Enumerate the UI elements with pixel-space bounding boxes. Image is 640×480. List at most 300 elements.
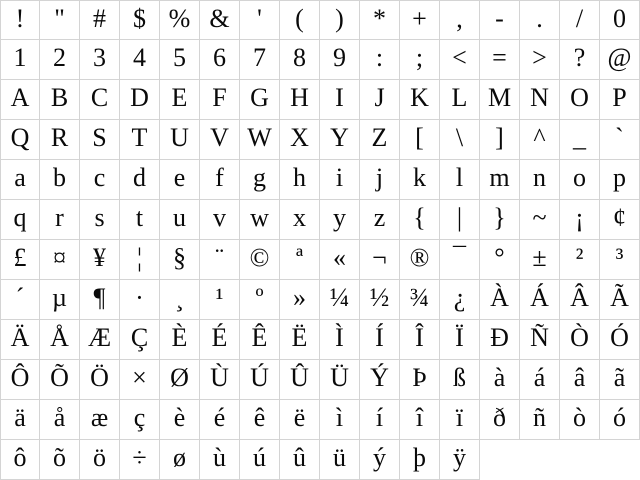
- glyph-cell[interactable]: [40, 80, 80, 120]
- glyph-cell[interactable]: [120, 160, 160, 200]
- glyph-character: Ð: [490, 323, 509, 353]
- glyph-character: ²: [575, 243, 584, 273]
- glyph-cell[interactable]: [80, 440, 120, 480]
- glyph-character: á: [533, 363, 546, 393]
- glyph-cell[interactable]: [600, 40, 640, 80]
- glyph-cell[interactable]: [200, 160, 240, 200]
- glyph-cell[interactable]: [440, 80, 480, 120]
- glyph-character: A: [10, 83, 30, 113]
- glyph-cell[interactable]: [400, 320, 440, 360]
- glyph-character: E: [171, 83, 188, 113]
- glyph-character: Æ: [87, 323, 112, 353]
- glyph-character: p: [613, 163, 626, 193]
- glyph-cell[interactable]: [440, 280, 480, 320]
- glyph-cell[interactable]: [120, 360, 160, 400]
- glyph-character: R: [50, 123, 69, 153]
- glyph-cell[interactable]: [480, 320, 520, 360]
- glyph-character: 8: [293, 43, 306, 73]
- glyph-character: ¾: [409, 283, 430, 313]
- glyph-cell[interactable]: [400, 200, 440, 240]
- glyph-character: ¦: [136, 243, 143, 273]
- glyph-character: ": [54, 3, 65, 33]
- glyph-cell[interactable]: [440, 360, 480, 400]
- glyph-cell[interactable]: [120, 400, 160, 440]
- glyph-character: ½: [369, 283, 390, 313]
- glyph-cell[interactable]: [160, 200, 200, 240]
- glyph-character: O: [570, 83, 589, 113]
- glyph-character: !: [15, 3, 25, 33]
- glyph-cell[interactable]: [80, 200, 120, 240]
- glyph-character: (: [295, 3, 304, 33]
- glyph-cell[interactable]: [600, 80, 640, 120]
- glyph-cell[interactable]: [120, 240, 160, 280]
- glyph-character: 2: [53, 43, 66, 73]
- glyph-character: S: [92, 123, 107, 153]
- glyph-character: Õ: [50, 363, 69, 393]
- glyph-character: ¶: [93, 283, 106, 313]
- glyph-cell[interactable]: [400, 120, 440, 160]
- glyph-character: ¤: [53, 243, 66, 273]
- glyph-character: ï: [455, 403, 464, 433]
- glyph-character: ê: [253, 403, 266, 433]
- glyph-cell[interactable]: [240, 320, 280, 360]
- glyph-character: É: [211, 323, 228, 353]
- glyph-character: g: [253, 163, 266, 193]
- glyph-cell[interactable]: [520, 400, 560, 440]
- glyph-cell[interactable]: [120, 440, 160, 480]
- glyph-cell[interactable]: [440, 440, 480, 480]
- glyph-cell[interactable]: [520, 160, 560, 200]
- glyph-cell[interactable]: [440, 0, 480, 40]
- glyph-cell[interactable]: [280, 120, 320, 160]
- glyph-character: K: [410, 83, 429, 113]
- glyph-cell[interactable]: [240, 400, 280, 440]
- glyph-character: ]: [495, 123, 504, 153]
- glyph-cell[interactable]: [0, 280, 40, 320]
- glyph-character: =: [492, 43, 507, 73]
- glyph-character: â: [573, 363, 586, 393]
- glyph-cell[interactable]: [400, 400, 440, 440]
- glyph-cell[interactable]: [560, 200, 600, 240]
- glyph-character: _: [573, 123, 586, 153]
- glyph-character: \: [455, 123, 464, 153]
- glyph-cell[interactable]: [280, 80, 320, 120]
- glyph-cell[interactable]: [160, 40, 200, 80]
- glyph-character: 4: [133, 43, 146, 73]
- glyph-cell[interactable]: [280, 400, 320, 440]
- glyph-cell[interactable]: [80, 400, 120, 440]
- glyph-cell[interactable]: [280, 320, 320, 360]
- glyph-cell[interactable]: [120, 40, 160, 80]
- glyph-cell[interactable]: [320, 40, 360, 80]
- glyph-cell[interactable]: [120, 0, 160, 40]
- glyph-cell[interactable]: [520, 240, 560, 280]
- glyph-cell[interactable]: [40, 40, 80, 80]
- glyph-cell[interactable]: [80, 320, 120, 360]
- glyph-cell[interactable]: [80, 40, 120, 80]
- glyph-cell[interactable]: [280, 360, 320, 400]
- glyph-cell[interactable]: [320, 120, 360, 160]
- glyph-cell[interactable]: [240, 240, 280, 280]
- glyph-character: Þ: [412, 363, 427, 393]
- glyph-cell[interactable]: [0, 200, 40, 240]
- glyph-character: +: [412, 3, 427, 33]
- glyph-cell[interactable]: [280, 240, 320, 280]
- glyph-cell[interactable]: [600, 240, 640, 280]
- glyph-character: m: [489, 163, 510, 193]
- glyph-character: f: [215, 163, 224, 193]
- glyph-cell[interactable]: [40, 280, 80, 320]
- glyph-cell[interactable]: [400, 160, 440, 200]
- glyph-cell[interactable]: [400, 240, 440, 280]
- glyph-character: 0: [613, 3, 626, 33]
- glyph-cell[interactable]: [360, 400, 400, 440]
- glyph-cell[interactable]: [200, 200, 240, 240]
- glyph-cell[interactable]: [40, 400, 80, 440]
- glyph-character: ç: [133, 403, 146, 433]
- glyph-character: y: [333, 203, 346, 233]
- glyph-cell[interactable]: [200, 400, 240, 440]
- glyph-cell[interactable]: [280, 0, 320, 40]
- glyph-character: r: [55, 203, 64, 233]
- glyph-cell[interactable]: [480, 240, 520, 280]
- glyph-cell[interactable]: [240, 200, 280, 240]
- glyph-character: ): [335, 3, 344, 33]
- glyph-character: Â: [570, 283, 589, 313]
- glyph-cell[interactable]: [0, 440, 40, 480]
- glyph-character: À: [490, 283, 509, 313]
- glyph-character: Ê: [251, 323, 268, 353]
- empty-cell: [520, 440, 560, 480]
- glyph-cell[interactable]: [360, 80, 400, 120]
- glyph-cell[interactable]: [0, 80, 40, 120]
- glyph-character: v: [213, 203, 226, 233]
- glyph-cell[interactable]: [600, 400, 640, 440]
- glyph-character: ú: [253, 443, 266, 473]
- glyph-character: ã: [613, 363, 626, 393]
- glyph-character: ¼: [329, 283, 350, 313]
- glyph-cell[interactable]: [0, 40, 40, 80]
- glyph-cell[interactable]: [40, 440, 80, 480]
- glyph-cell[interactable]: [280, 40, 320, 80]
- glyph-character: $: [133, 3, 146, 33]
- glyph-cell[interactable]: [440, 40, 480, 80]
- glyph-cell[interactable]: [520, 80, 560, 120]
- glyph-cell[interactable]: [440, 160, 480, 200]
- glyph-character: .: [536, 3, 543, 33]
- glyph-cell[interactable]: [560, 240, 600, 280]
- glyph-cell[interactable]: [280, 200, 320, 240]
- glyph-character: 7: [253, 43, 266, 73]
- glyph-character: 9: [333, 43, 346, 73]
- glyph-cell[interactable]: [0, 160, 40, 200]
- glyph-cell[interactable]: [240, 40, 280, 80]
- glyph-cell[interactable]: [600, 360, 640, 400]
- glyph-cell[interactable]: [120, 200, 160, 240]
- glyph-cell[interactable]: [560, 360, 600, 400]
- glyph-character: C: [90, 83, 109, 113]
- glyph-cell[interactable]: [480, 40, 520, 80]
- glyph-character: È: [171, 323, 188, 353]
- glyph-cell[interactable]: [240, 0, 280, 40]
- glyph-cell[interactable]: [80, 160, 120, 200]
- glyph-cell[interactable]: [560, 160, 600, 200]
- glyph-character: å: [53, 403, 66, 433]
- glyph-cell[interactable]: [360, 280, 400, 320]
- glyph-cell[interactable]: [160, 80, 200, 120]
- glyph-cell[interactable]: [240, 120, 280, 160]
- glyph-cell[interactable]: [480, 360, 520, 400]
- glyph-character: o: [573, 163, 586, 193]
- glyph-cell[interactable]: [0, 0, 40, 40]
- glyph-character: Ù: [210, 363, 229, 393]
- glyph-cell[interactable]: [320, 360, 360, 400]
- glyph-cell[interactable]: [560, 40, 600, 80]
- glyph-character: q: [13, 203, 27, 233]
- glyph-cell[interactable]: [120, 80, 160, 120]
- glyph-cell[interactable]: [560, 280, 600, 320]
- glyph-character: ¨: [215, 243, 224, 273]
- glyph-character: 5: [173, 43, 186, 73]
- glyph-cell[interactable]: [560, 120, 600, 160]
- glyph-cell[interactable]: [360, 120, 400, 160]
- glyph-cell[interactable]: [320, 440, 360, 480]
- glyph-cell[interactable]: [160, 160, 200, 200]
- glyph-cell[interactable]: [120, 320, 160, 360]
- glyph-character: ò: [573, 403, 586, 433]
- glyph-cell[interactable]: [160, 440, 200, 480]
- glyph-cell[interactable]: [480, 80, 520, 120]
- glyph-cell[interactable]: [280, 160, 320, 200]
- glyph-cell[interactable]: [320, 0, 360, 40]
- glyph-character: Ó: [610, 323, 629, 353]
- glyph-cell[interactable]: [520, 280, 560, 320]
- glyph-cell[interactable]: [40, 240, 80, 280]
- glyph-cell[interactable]: [360, 320, 400, 360]
- glyph-cell[interactable]: [160, 400, 200, 440]
- glyph-cell[interactable]: [360, 360, 400, 400]
- glyph-character: ó: [613, 403, 626, 433]
- glyph-cell[interactable]: [520, 320, 560, 360]
- glyph-cell[interactable]: [480, 120, 520, 160]
- glyph-character: Ï: [455, 323, 464, 353]
- glyph-cell[interactable]: [40, 0, 80, 40]
- glyph-cell[interactable]: [440, 320, 480, 360]
- glyph-character: ñ: [533, 403, 546, 433]
- glyph-cell[interactable]: [480, 0, 520, 40]
- glyph-cell[interactable]: [560, 0, 600, 40]
- glyph-character: *: [373, 3, 386, 33]
- glyph-cell[interactable]: [80, 280, 120, 320]
- glyph-cell[interactable]: [440, 240, 480, 280]
- glyph-cell[interactable]: [320, 280, 360, 320]
- glyph-cell[interactable]: [160, 0, 200, 40]
- glyph-character: æ: [90, 403, 109, 433]
- glyph-character: Ç: [130, 323, 149, 353]
- glyph-cell[interactable]: [240, 80, 280, 120]
- glyph-cell[interactable]: [240, 360, 280, 400]
- glyph-cell[interactable]: [400, 0, 440, 40]
- glyph-cell[interactable]: [40, 120, 80, 160]
- glyph-character: ý: [373, 443, 386, 473]
- glyph-cell[interactable]: [440, 200, 480, 240]
- glyph-character: h: [293, 163, 306, 193]
- glyph-character: Ö: [90, 363, 109, 393]
- glyph-character: ¸: [175, 283, 184, 313]
- glyph-character: ª: [295, 243, 304, 273]
- glyph-cell[interactable]: [0, 400, 40, 440]
- glyph-cell[interactable]: [400, 280, 440, 320]
- glyph-cell[interactable]: [400, 360, 440, 400]
- glyph-cell[interactable]: [200, 320, 240, 360]
- glyph-cell[interactable]: [600, 0, 640, 40]
- glyph-character: ¬: [372, 243, 387, 273]
- glyph-cell[interactable]: [160, 240, 200, 280]
- glyph-character: ä: [14, 403, 26, 433]
- glyph-character: ß: [453, 363, 466, 393]
- glyph-character: `: [615, 123, 624, 153]
- glyph-character: n: [533, 163, 546, 193]
- glyph-character: Ý: [370, 363, 389, 393]
- glyph-cell[interactable]: [40, 320, 80, 360]
- glyph-cell[interactable]: [480, 160, 520, 200]
- glyph-character: z: [373, 203, 386, 233]
- glyph-cell[interactable]: [520, 360, 560, 400]
- glyph-character: D: [130, 83, 149, 113]
- glyph-cell[interactable]: [280, 440, 320, 480]
- glyph-cell[interactable]: [0, 360, 40, 400]
- glyph-cell[interactable]: [240, 160, 280, 200]
- glyph-character: ö: [93, 443, 106, 473]
- glyph-character: <: [452, 43, 467, 73]
- glyph-cell[interactable]: [160, 280, 200, 320]
- glyph-character: ³: [615, 243, 624, 273]
- glyph-cell[interactable]: [560, 80, 600, 120]
- glyph-cell[interactable]: [80, 360, 120, 400]
- glyph-cell[interactable]: [600, 120, 640, 160]
- glyph-character: Ò: [570, 323, 589, 353]
- glyph-character: Ô: [10, 363, 30, 393]
- glyph-cell[interactable]: [120, 280, 160, 320]
- glyph-cell[interactable]: [600, 320, 640, 360]
- glyph-cell[interactable]: [320, 240, 360, 280]
- glyph-cell[interactable]: [160, 320, 200, 360]
- glyph-cell[interactable]: [520, 40, 560, 80]
- glyph-cell[interactable]: [80, 80, 120, 120]
- glyph-cell[interactable]: [280, 280, 320, 320]
- glyph-cell[interactable]: [360, 440, 400, 480]
- glyph-character: Z: [371, 123, 388, 153]
- glyph-cell[interactable]: [0, 120, 40, 160]
- glyph-cell[interactable]: [360, 40, 400, 80]
- glyph-character: [: [415, 123, 424, 153]
- glyph-cell[interactable]: [600, 200, 640, 240]
- glyph-character: û: [293, 443, 306, 473]
- glyph-character: G: [250, 83, 269, 113]
- glyph-cell[interactable]: [200, 120, 240, 160]
- glyph-cell[interactable]: [520, 200, 560, 240]
- glyph-cell[interactable]: [200, 360, 240, 400]
- glyph-character: ,: [456, 3, 463, 33]
- glyph-cell[interactable]: [40, 360, 80, 400]
- glyph-cell[interactable]: [360, 0, 400, 40]
- glyph-cell[interactable]: [480, 400, 520, 440]
- glyph-cell[interactable]: [160, 360, 200, 400]
- glyph-cell[interactable]: [40, 200, 80, 240]
- glyph-cell[interactable]: [320, 320, 360, 360]
- glyph-cell[interactable]: [560, 320, 600, 360]
- glyph-character: ì: [335, 403, 344, 433]
- glyph-cell[interactable]: [600, 280, 640, 320]
- glyph-cell[interactable]: [520, 120, 560, 160]
- glyph-character: §: [173, 243, 186, 273]
- glyph-character: t: [135, 203, 144, 233]
- glyph-cell[interactable]: [80, 240, 120, 280]
- glyph-cell[interactable]: [240, 280, 280, 320]
- glyph-character: ¥: [93, 243, 106, 273]
- glyph-cell[interactable]: [320, 160, 360, 200]
- glyph-cell[interactable]: [160, 120, 200, 160]
- glyph-character: ?: [573, 43, 586, 73]
- glyph-character: µ: [52, 283, 67, 313]
- glyph-cell[interactable]: [360, 160, 400, 200]
- glyph-cell[interactable]: [40, 160, 80, 200]
- glyph-cell[interactable]: [480, 200, 520, 240]
- glyph-cell[interactable]: [0, 240, 40, 280]
- glyph-cell[interactable]: [200, 0, 240, 40]
- glyph-cell[interactable]: [360, 200, 400, 240]
- glyph-character: d: [133, 163, 146, 193]
- glyph-cell[interactable]: [120, 120, 160, 160]
- glyph-cell[interactable]: [200, 280, 240, 320]
- glyph-cell[interactable]: [480, 280, 520, 320]
- glyph-cell[interactable]: [440, 400, 480, 440]
- glyph-cell[interactable]: [80, 120, 120, 160]
- glyph-character: H: [290, 83, 309, 113]
- empty-cell: [480, 440, 520, 480]
- glyph-character: ±: [532, 243, 547, 273]
- glyph-character: ù: [213, 443, 226, 473]
- glyph-cell[interactable]: [240, 440, 280, 480]
- glyph-cell[interactable]: [520, 0, 560, 40]
- glyph-cell[interactable]: [400, 80, 440, 120]
- glyph-cell[interactable]: [400, 40, 440, 80]
- glyph-cell[interactable]: [200, 80, 240, 120]
- glyph-character: B: [50, 83, 69, 113]
- glyph-character: l: [455, 163, 464, 193]
- glyph-character: í: [375, 403, 384, 433]
- glyph-cell[interactable]: [600, 160, 640, 200]
- glyph-character: I: [335, 83, 344, 113]
- glyph-cell[interactable]: [80, 0, 120, 40]
- glyph-cell[interactable]: [320, 400, 360, 440]
- glyph-cell[interactable]: [400, 440, 440, 480]
- glyph-cell[interactable]: [200, 440, 240, 480]
- glyph-cell[interactable]: [200, 40, 240, 80]
- glyph-character: w: [250, 203, 269, 233]
- glyph-cell[interactable]: [320, 200, 360, 240]
- glyph-character: ü: [333, 443, 346, 473]
- glyph-cell[interactable]: [0, 320, 40, 360]
- glyph-cell[interactable]: [440, 120, 480, 160]
- glyph-cell[interactable]: [560, 400, 600, 440]
- glyph-cell[interactable]: [320, 80, 360, 120]
- glyph-character: c: [93, 163, 106, 193]
- glyph-character: ¢: [613, 203, 626, 233]
- glyph-cell[interactable]: [200, 240, 240, 280]
- glyph-character: é: [213, 403, 226, 433]
- glyph-cell[interactable]: [360, 240, 400, 280]
